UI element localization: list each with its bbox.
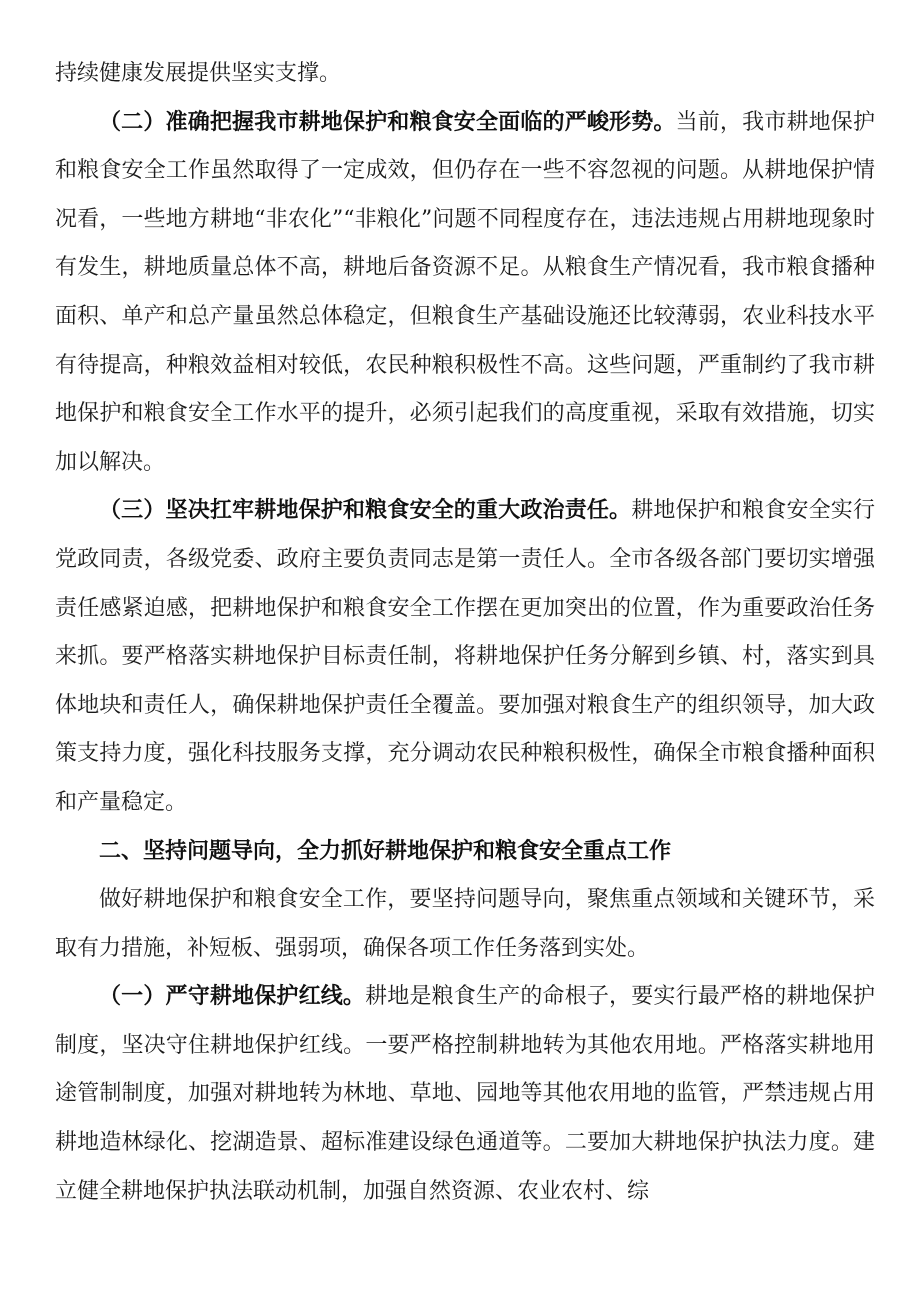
paragraph-severe-situation [55,99,875,488]
paragraph-body: 耕地保护和粮食安全实行党政同责，各级党委、政府主要负责同志是第一责任人。全市各级各部门要切实增强责任感紧迫感，把耕地保护和粮食安全工作摆在更加突出的位置，作为重要政治任务来抓。要严格落实耕地保护目标责任制，将耕地保护任务分解到乡镇、村，落实到具体地块和责任人，确保耕地保护责任全覆盖。要加强对粮食生产的组织领导，加大政策支持力度，强化科技服务支撑，充分调动农民种粮积极性，确保全市粮食播种面积和产量稳定。 [55,498,875,815]
paragraph-political-responsibility [55,487,875,827]
paragraph-body: 持续健康发展提供坚实支撑。 [55,61,342,86]
document-page [55,50,875,1216]
paragraph-body: 做好耕地保护和粮食安全工作，要坚持问题导向，聚焦重点领域和关键环节，采取有力措施，补短板、强弱项，确保各项工作任务落到实处。 [55,887,875,961]
section-heading: 二、坚持问题导向，全力抓好耕地保护和粮食安全重点工作 [99,838,672,864]
paragraph-lead: （一）严守耕地保护红线。 [99,984,366,1010]
paragraph-lead: （三）坚决扛牢耕地保护和粮食安全的重大政治责任。 [99,498,632,524]
paragraph-body: 耕地是粮食生产的命根子，要实行最严格的耕地保护制度，坚决守住耕地保护红线。一要严格控制耕地转为其他农用地。严格落实耕地用途管制制度，加强对耕地转为林地、草地、园地等其他农用地的监管，严禁违规占用耕地造林绿化、挖湖造景、超标准建设绿色通道等。二要加大耕地保护执法力度。建立健全耕地保护执法联动机制，加强自然资源、农业农村、综 [55,984,875,1204]
paragraph-body: 当前，我市耕地保护和粮食安全工作虽然取得了一定成效，但仍存在一些不容忽视的问题。从耕地保护情况看，一些地方耕地“非农化”“非粮化”问题不同程度存在，违法违规占用耕地现象时有发生，耕地质量总体不高，耕地后备资源不足。从粮食生产情况看，我市粮食播种面积、单产和总产量虽然总体稳定，但粮食生产基础设施还比较薄弱，农业科技水平有待提高，种粮效益相对较低，农民种粮积极性不高。这些问题，严重制约了我市耕地保护和粮食安全工作水平的提升，必须引起我们的高度重视，采取有效措施，切实加以解决。 [55,109,875,475]
paragraph-red-line [55,973,875,1216]
paragraph-continuation [55,50,875,99]
paragraph-problem-oriented [55,876,875,973]
paragraph-lead: （二）准确把握我市耕地保护和粮食安全面临的严峻形势。 [99,109,676,135]
